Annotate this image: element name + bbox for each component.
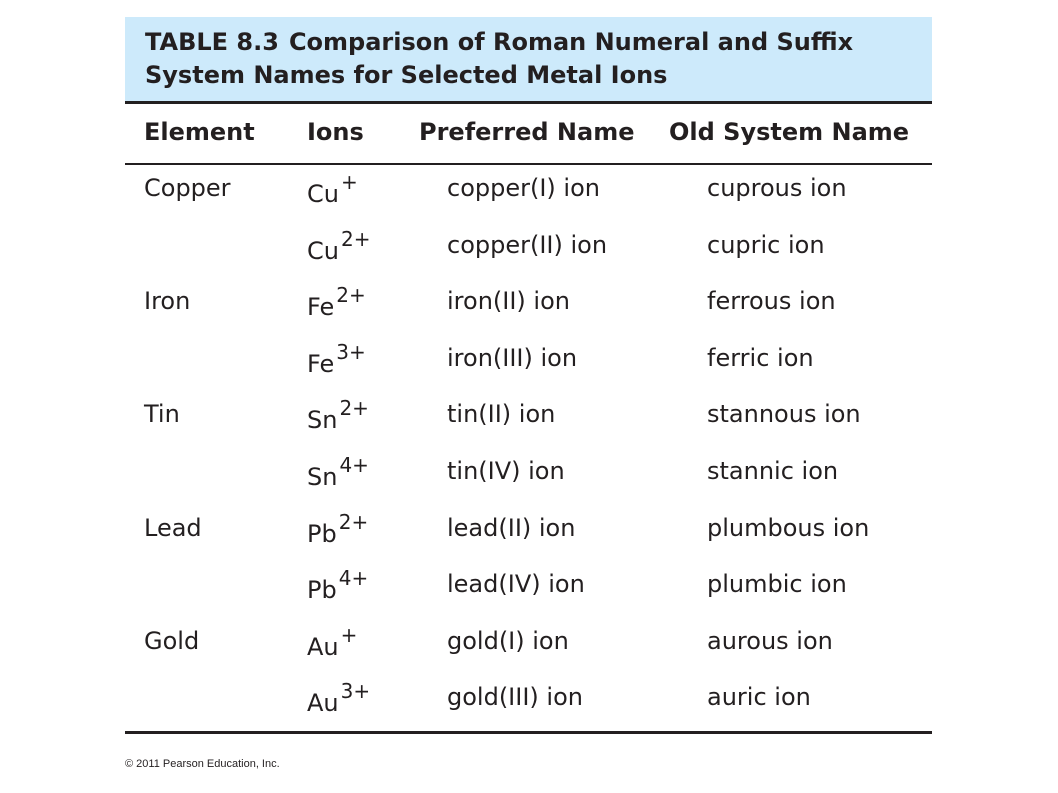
ion-symbol: Sn: [307, 463, 338, 491]
ion-symbol: Pb: [307, 519, 337, 548]
ion-cell: [307, 396, 369, 435]
ion-cell: [307, 339, 366, 378]
table-row: [125, 679, 932, 735]
ion-cell: [307, 509, 369, 548]
ion-charge: +: [340, 622, 358, 647]
element-cell: Tin: [144, 400, 180, 429]
table-row: [125, 170, 932, 226]
element-cell: Copper: [144, 174, 231, 202]
table-row: [125, 283, 932, 339]
table-row: [125, 396, 932, 452]
ion-cell: [307, 622, 358, 661]
column-header-old-system-name: Old System Name: [669, 118, 910, 146]
preferred-name-cell: lead(II) ion: [447, 513, 576, 542]
ion-symbol: Cu: [307, 180, 339, 208]
old-system-name-cell: auric ion: [707, 683, 811, 712]
element-cell: Gold: [144, 626, 200, 655]
table-title-text-1: Comparison of Roman Numeral and Suffix: [288, 28, 854, 56]
ion-cell: [307, 283, 366, 322]
old-system-name-cell: stannous ion: [707, 400, 861, 429]
ion-cell: [307, 170, 358, 208]
old-system-name-cell: cupric ion: [707, 230, 825, 259]
old-system-name-cell: ferric ion: [707, 343, 814, 372]
table-row: [125, 566, 932, 622]
data-table: [125, 17, 932, 734]
old-system-name-cell: plumbic ion: [707, 570, 847, 599]
old-system-name-cell: aurous ion: [707, 626, 833, 655]
preferred-name-cell: gold(III) ion: [447, 683, 583, 712]
column-header-element: Element: [144, 118, 255, 146]
ion-charge: 2+: [339, 396, 369, 421]
ion-charge: +: [340, 170, 358, 194]
preferred-name-cell: copper(II) ion: [447, 230, 608, 259]
ion-cell: [307, 679, 371, 718]
ion-symbol: Au: [307, 689, 339, 718]
old-system-name-cell: cuprous ion: [707, 174, 847, 202]
old-system-name-cell: plumbous ion: [707, 513, 870, 542]
ion-symbol: Fe: [307, 349, 335, 378]
ion-cell: [307, 226, 371, 265]
ion-symbol: Fe: [307, 293, 335, 322]
table-body: [125, 165, 932, 734]
ion-symbol: Cu: [307, 236, 339, 265]
ion-symbol: Au: [307, 632, 339, 661]
ion-charge: 3+: [336, 339, 366, 364]
table-row: [125, 453, 932, 509]
ion-charge: 3+: [340, 679, 371, 704]
ion-charge: 2+: [336, 283, 366, 308]
column-header-ions: Ions: [307, 118, 364, 146]
column-header-preferred-name: Preferred Name: [419, 118, 635, 146]
table-row: [125, 510, 932, 566]
table-title-banner: [125, 17, 932, 104]
table-row: [125, 340, 932, 396]
copyright-notice: © 2011 Pearson Education, Inc.: [125, 758, 280, 770]
preferred-name-cell: tin(II) ion: [447, 400, 556, 429]
preferred-name-cell: iron(III) ion: [447, 343, 578, 372]
ion-cell: [307, 566, 369, 605]
table-title-line-2: System Names for Selected Metal Ions: [145, 61, 668, 89]
old-system-name-cell: ferrous ion: [707, 287, 836, 316]
ion-charge: 4+: [338, 566, 369, 591]
preferred-name-cell: tin(IV) ion: [447, 457, 565, 485]
table-header-row: [125, 104, 932, 165]
table-number: TABLE 8.3: [145, 28, 279, 56]
ion-charge: 2+: [338, 509, 369, 534]
table-row: [125, 227, 932, 283]
ion-symbol: Sn: [307, 406, 338, 435]
preferred-name-cell: copper(I) ion: [447, 174, 600, 202]
ion-charge: 4+: [339, 453, 369, 477]
ion-symbol: Pb: [307, 576, 337, 605]
preferred-name-cell: gold(I) ion: [447, 626, 569, 655]
element-cell: Lead: [144, 513, 202, 542]
preferred-name-cell: iron(II) ion: [447, 287, 570, 316]
table-row: [125, 623, 932, 679]
table-title-line-1: [145, 26, 932, 59]
preferred-name-cell: lead(IV) ion: [447, 570, 585, 599]
element-cell: Iron: [144, 287, 191, 316]
ion-cell: [307, 453, 369, 491]
ion-charge: 2+: [340, 226, 371, 251]
old-system-name-cell: stannic ion: [707, 457, 839, 485]
